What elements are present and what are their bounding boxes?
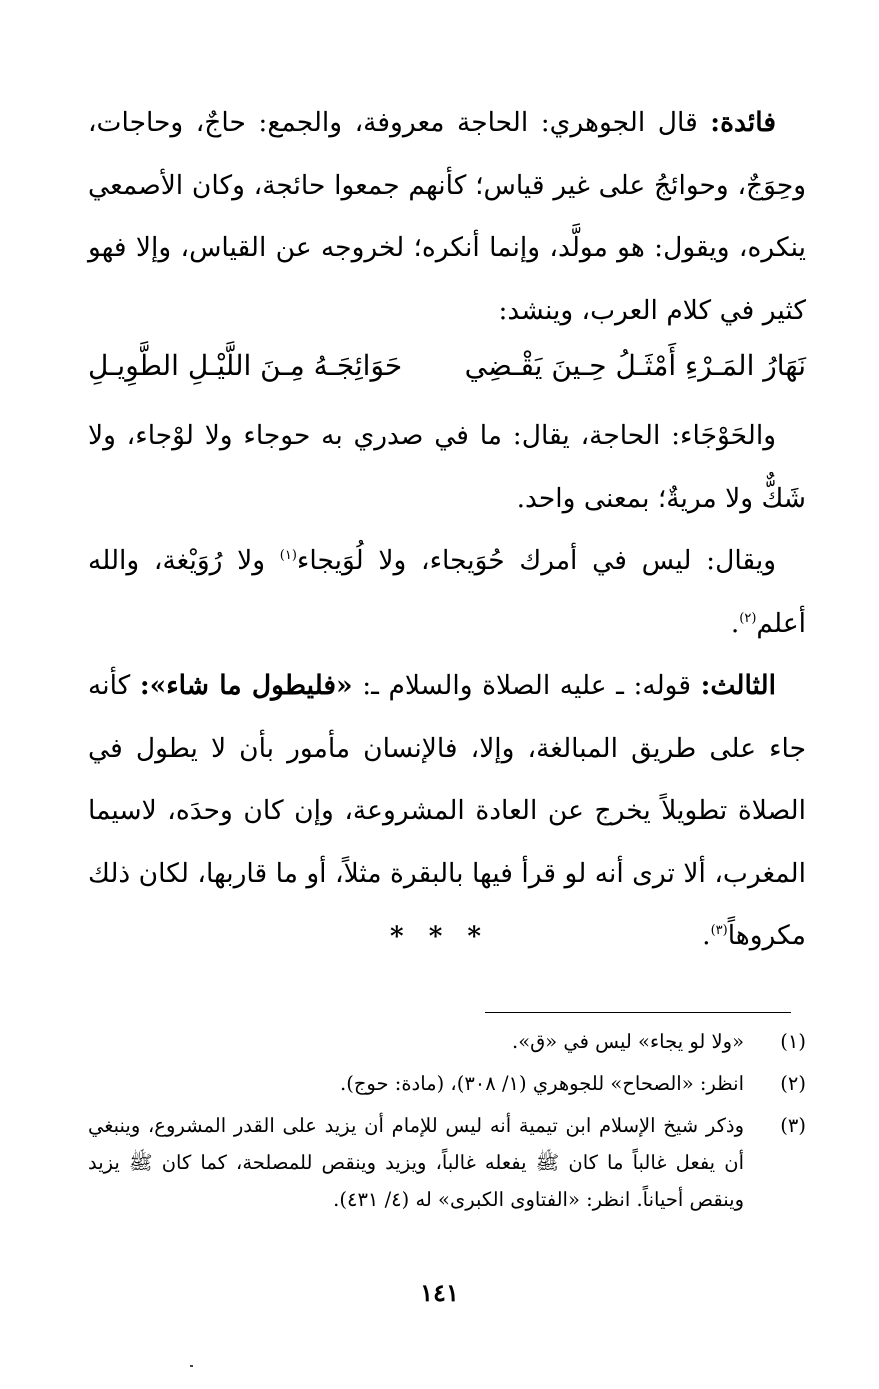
paragraph-faida [88,92,806,342]
paragraph-hawjaa [88,405,806,530]
paragraph-end: . [702,920,711,951]
paragraph-text: قال الجوهري: الحاجة معروفة، والجمع: حاجٌ، وحاجات، وحِوَجٌ، وحوائجُ على غير قياس؛ كأنهم جمعوا حائجة، وكان الأصمعي ينكره، ويقول: هو مولَّد، وإنما أنكره؛ لخروجه عن القياس، وإلا فهو كثير في كلام العرب، وينشد: [88,107,806,326]
main-text [88,92,806,342]
section-separator: * * * [390,922,489,952]
paragraph-heading: الثالث: [700,670,776,701]
poetry-verse [88,336,806,396]
footnote-text: انظر: «الصحاح» للجوهري (١/ ٣٠٨)، (مادة: حوج). [340,1072,744,1095]
paragraph-text: والحَوْجَاء: الحاجة، يقال: ما في صدري به حوجاء ولا لوْجاء، ولا شَكٌّ ولا مريةٌ؛ بمعنى واحد. [88,420,806,514]
footnote-text: «ولا لو يجاء» ليس في «ق». [512,1030,744,1053]
footnote-number: (٣) [780,1114,806,1137]
footnote-ref-1[interactable]: (١) [279,548,297,564]
footnote-number: (١) [780,1030,806,1053]
footnotes [88,1023,806,1223]
verse-first-hemistich: نَهَارُ المَـرْءِ أَمْثَـلُ حِـينَ يَقْـضِي [464,349,806,382]
main-text-continued [88,405,806,968]
paragraph-third [88,655,806,968]
paragraph-text: كأنه جاء على طريق المبالغة، وإلا، فالإنسان مأمور بأن لا يطول في الصلاة تطويلاً يخرج عن العادة المشروعة، وإن كان وحدَه، لاسيما المغرب، ألا ترى أنه لو قرأ فيها بالبقرة مثلاً، أو ما قاربها، لكان ذلك مكروهاً [88,670,806,951]
footnote-number: (٢) [780,1072,806,1095]
hadith-quote: «فليطول ما شاء»: [139,670,353,701]
footnote-2 [88,1065,806,1102]
paragraph-end: . [730,607,740,639]
paragraph-text: ولا رُوَيْغة، والله أعلم [88,545,806,639]
footnote-ref-3[interactable]: (٣) [710,923,728,939]
footnote-text: وذكر شيخ الإسلام ابن تيمية أنه ليس للإمام أن يزيد على القدر المشروع، وينبغي أن يفعل غالباً ما كان ﷺ يفعله غالباً، ويزيد وينقص للمصلحة، كما كان ﷺ يزيد وينقص أحياناً. انظر: «الفتاوى الكبرى» له (٤/ ٤٣١). [88,1114,744,1211]
paragraph-yuqal [88,530,806,655]
paragraph-text: ويقال: ليس في أمرك حُوَيجاء، ولا لُوَيجاء [296,545,776,576]
paragraph-text: قوله: ـ عليه الصلاة والسلام ـ: [352,670,701,701]
page-number: ١٤١ [420,1278,459,1307]
paragraph-heading: فائدة: [710,107,776,138]
scan-speck [190,1365,193,1367]
footnote-ref-2[interactable]: (٢) [739,610,757,626]
footnote-divider [485,1012,791,1013]
footnote-3 [88,1107,806,1218]
footnote-1 [88,1023,806,1060]
verse-second-hemistich: حَوَائِجَـهُ مِـنَ اللَّيْـلِ الطَّوِيـلِ [88,349,403,382]
